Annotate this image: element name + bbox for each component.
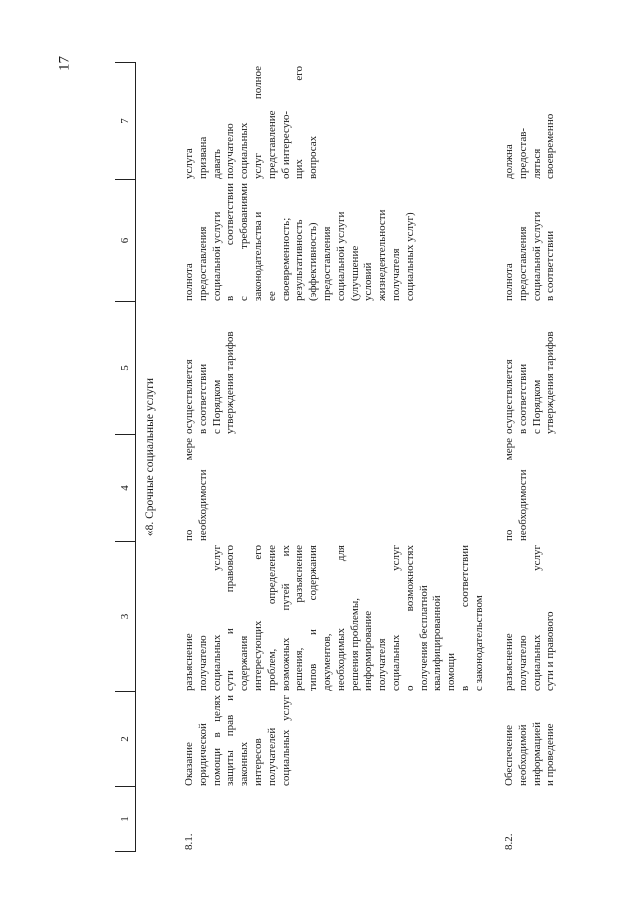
cell-line: (эффективность)	[307, 222, 320, 301]
column-header-3: 3	[115, 541, 135, 691]
column-header-7: 7	[115, 62, 135, 179]
cell-line: в соответствии	[224, 183, 237, 301]
column-header-5: 5	[115, 301, 135, 434]
cell-line: результативность	[293, 219, 306, 301]
cell-line: должна	[503, 144, 515, 179]
cell-line: социальных услуг	[210, 545, 223, 691]
cell-line: информирование	[362, 610, 375, 691]
tariff-cell	[183, 301, 487, 434]
cell-line: призвана	[196, 136, 209, 179]
cell-line: документов,	[320, 633, 333, 691]
cell-line: необходимых для	[334, 545, 347, 691]
service-period-cell	[503, 434, 558, 541]
cell-line: социальной услуги	[210, 211, 223, 301]
cell-line: социальных	[238, 122, 251, 179]
cell-line: необходимой	[516, 724, 529, 786]
section-title: «8. Срочные социальные услуги	[144, 377, 156, 537]
cell-line: квалифицированной	[431, 595, 444, 691]
cell-line: об интересую-	[279, 110, 292, 179]
row-number: 8.2.	[503, 833, 515, 850]
table-row	[503, 62, 558, 852]
service-name-cell	[503, 691, 558, 786]
conditions-cell	[183, 62, 487, 179]
cell-line: с Порядком	[210, 379, 223, 434]
service-content-cell	[503, 541, 558, 691]
cell-line: получателя	[376, 638, 389, 691]
cell-line: типов и содержания	[307, 545, 320, 691]
cell-line: помощи в целях	[210, 695, 223, 786]
cell-line: предоставления	[196, 226, 209, 301]
column-header-2: 2	[115, 691, 135, 786]
cell-line: условий	[362, 262, 375, 301]
cell-line: социальной услуги	[334, 211, 347, 301]
cell-line: с Порядком	[530, 379, 543, 434]
row-number: 8.1.	[183, 833, 195, 850]
cell-line: по мере	[503, 438, 515, 541]
table-row	[183, 62, 487, 852]
cell-line: утверждения тарифов	[224, 331, 237, 434]
cell-line: услуга	[183, 148, 195, 179]
cell-line: юридической	[196, 723, 209, 786]
cell-line: вопросах	[307, 135, 320, 179]
cell-line: интересующих его	[251, 545, 264, 691]
cell-line: социальных услуг	[530, 545, 543, 691]
cell-line: получателей	[265, 727, 278, 786]
cell-line: Обеспечение	[503, 725, 515, 786]
column-header-1: 1	[115, 786, 135, 852]
cell-line: и проведение	[544, 723, 557, 786]
service-name-cell	[183, 691, 487, 786]
cell-line: получения бесплатной	[417, 585, 430, 691]
cell-line: информацией	[530, 721, 543, 786]
cell-line: получателю	[196, 635, 209, 691]
page-number: 17	[56, 56, 73, 71]
cell-line: (улучшение	[348, 245, 361, 301]
cell-line: с законодательством	[472, 595, 485, 691]
cell-line: содержания	[238, 635, 251, 691]
document-table	[115, 62, 620, 852]
cell-line: проблем, определение	[265, 545, 278, 691]
cell-line: сути и правового	[544, 611, 557, 691]
cell-line: необходимости	[196, 469, 209, 541]
cell-line: Оказание	[183, 742, 195, 786]
cell-line: ляться	[530, 148, 543, 179]
cell-line: в соответствии	[196, 363, 209, 434]
cell-line: решения, разъяснение	[293, 545, 306, 691]
cell-line: предоставления	[320, 226, 333, 301]
quality-indicators-cell	[503, 179, 558, 301]
cell-line: сути и правового	[224, 545, 237, 691]
cell-line: возможных путей их	[279, 545, 292, 691]
cell-line: полнота	[183, 263, 195, 301]
cell-line: предоставления	[516, 226, 529, 301]
cell-line: разъяснение	[183, 633, 195, 691]
cell-line: услуг полное	[251, 66, 264, 179]
cell-line: своевременно	[544, 113, 557, 179]
cell-line: по мере	[183, 438, 195, 541]
service-period-cell	[183, 434, 487, 541]
cell-line: давать	[210, 149, 223, 179]
cell-line: социальной услуги	[530, 211, 543, 301]
cell-line: своевременность;	[279, 217, 292, 301]
cell-line: получателя	[389, 248, 402, 301]
column-header-4: 4	[115, 434, 135, 541]
cell-line: законодательства и	[251, 211, 264, 301]
cell-line: получателю	[516, 635, 529, 691]
cell-line: в соответствии	[516, 363, 529, 434]
cell-line: в соответствии	[458, 545, 471, 691]
cell-line: социальных услуг)	[403, 212, 416, 301]
cell-line: осуществляется	[503, 359, 515, 434]
cell-line: решения проблемы,	[348, 597, 361, 691]
quality-indicators-cell	[183, 179, 487, 301]
cell-line: предостав-	[516, 127, 529, 179]
cell-line: разъяснение	[503, 633, 515, 691]
cell-line: ее	[265, 291, 278, 301]
cell-line: осуществляется	[183, 359, 195, 434]
cell-line: получателю	[224, 123, 237, 179]
cell-line: утверждения тарифов	[544, 331, 557, 434]
cell-line: законных	[238, 741, 251, 786]
tariff-cell	[503, 301, 558, 434]
cell-line: социальных услуг	[389, 545, 402, 691]
cell-line: представление	[265, 110, 278, 179]
cell-line: о возможностях	[403, 545, 416, 691]
cell-line: жизнедеятельности	[376, 209, 389, 301]
column-header-6: 6	[115, 179, 135, 301]
cell-line: защиты прав и	[224, 695, 237, 786]
conditions-cell	[503, 62, 558, 179]
cell-line: помощи	[445, 653, 458, 691]
cell-line: необходимости	[516, 469, 529, 541]
cell-line: социальных услуг	[279, 695, 292, 786]
cell-line: полнота	[503, 263, 515, 301]
service-content-cell	[183, 541, 487, 691]
cell-line: интересов	[251, 738, 264, 786]
cell-line: с требованиями	[238, 183, 251, 301]
cell-line: в соответствии	[544, 230, 557, 301]
column-header-row	[115, 62, 136, 852]
cell-line: щих его	[293, 66, 306, 179]
